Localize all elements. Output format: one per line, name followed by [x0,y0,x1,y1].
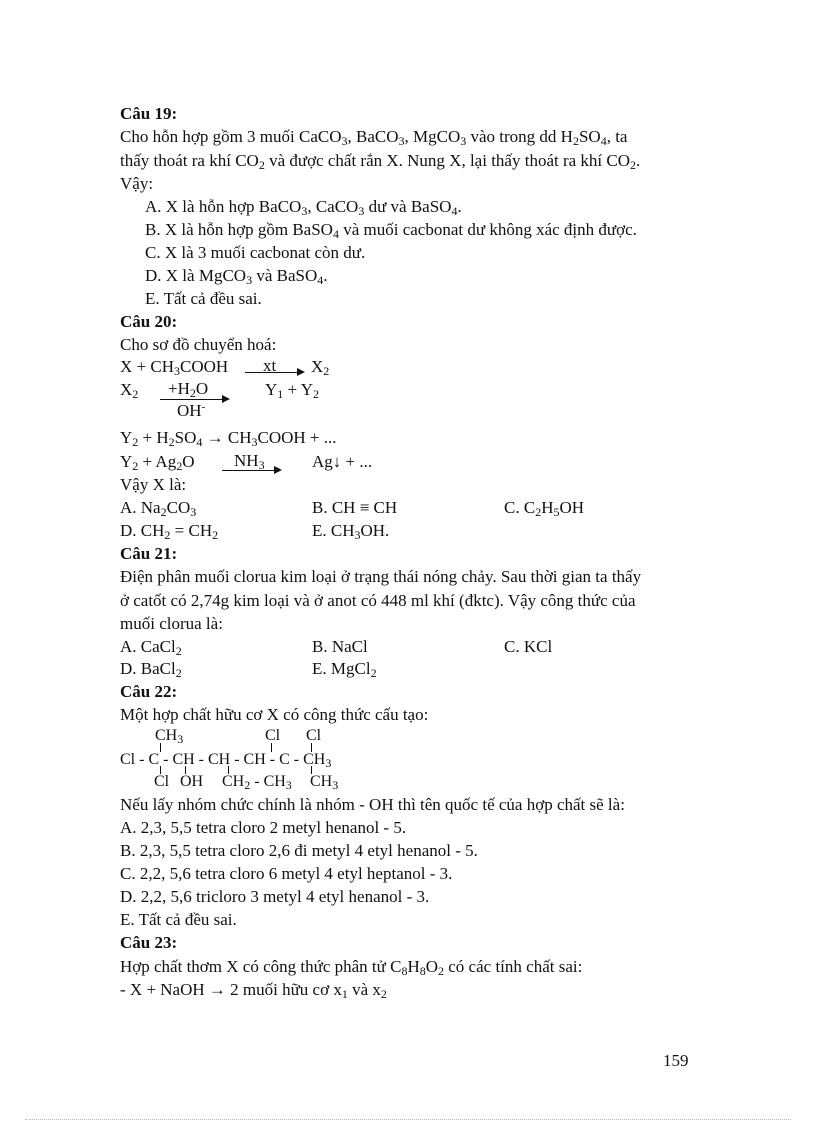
q20-option-d: D. $CH_2 = CH_2$ [120,521,219,542]
q19-title: Câu 19: [120,104,178,123]
q21-line3: muối clorua là: [120,614,223,633]
formula-bottom-ch3: $CH_3$ [310,773,339,792]
q19-option-b: B. X là hỗn hợp gồm BaSO$_4$ và muối cacbonat dư không xác định được. [145,220,637,241]
q20-intro: Cho sơ đồ chuyển hoá: [120,335,277,354]
q23-line2: - X + NaOH → 2 muối hữu cơ $x_1$ và $x_2$ [120,980,387,1001]
q21-title: Câu 21: [120,544,178,563]
q22-title: Câu 22: [120,682,178,701]
q21-option-c: C. KCl [504,637,553,656]
formula-bottom-cl: Cl [154,773,170,790]
q20-reaction2-left: $X_2$ [120,380,139,401]
q23-line1: Hợp chất thơm X có công thức phân tử $C_8H_8O_2$ có các tính chất sai: [120,957,583,978]
q22-option-a: A. 2,3, 5,5 tetra cloro 2 metyl henanol - 5. [120,818,407,837]
q19-option-d: D. X là MgCO$_3$ và BaSO$_4$. [145,266,328,287]
q20-option-e: E. $CH_3OH$. [312,521,390,542]
q19-line2: thấy thoát ra khí $CO_2$ và được chất rắn X. Nung X, lại thấy thoát ra khí $CO_2$. [120,151,641,172]
formula-top-ch3: $CH_3$ [155,727,184,746]
q22-option-b: B. 2,3, 5,5 tetra cloro 2,6 đi metyl 4 etyl henanol - 5. [120,841,478,860]
q20-reaction1-condition: xt [263,356,277,375]
q22-option-e: E. Tất cả đều sai. [120,910,237,929]
page-number: 159 [663,1051,689,1070]
q22-intro: Một hợp chất hữu cơ X có công thức cấu tạo: [120,705,429,724]
q20-reaction4-condition: $NH_3$ [234,451,265,472]
q20-reaction2-arrow [160,399,228,400]
q20-reaction2-products: $Y_1 + Y_2$ [265,380,320,401]
q20-reaction4-left: $Y_2 + Ag_2O$ [120,452,195,473]
q20-option-b: B. CH ≡ CH [312,498,398,517]
q20-reaction1-left: $X + CH_3COOH$ [120,357,229,378]
q21-line2: ở catốt có 2,74g kim loại và ở anot có 448 ml khí (đktc). Vậy công thức của [120,591,636,610]
q19-line3: Vậy: [120,174,154,193]
q21-option-e: E. MgCl$_2$ [312,659,377,680]
q23-title: Câu 23: [120,933,178,952]
q20-reaction1-arrow [245,372,303,373]
q21-line1: Điện phân muối clorua kim loại ở trạng thái nóng chảy. Sau thời gian ta thấy [120,567,642,586]
q21-option-a: A. CaCl$_2$ [120,637,182,658]
q22-question: Nếu lấy nhóm chức chính là nhóm - OH thì tên quốc tế của hợp chất sẽ là: [120,795,625,814]
q20-reaction4-product: Ag↓ + ... [312,452,373,471]
q20-title: Câu 20: [120,312,178,331]
q21-option-d: D. BaCl$_2$ [120,659,182,680]
q19-option-c: C. X là 3 muối cacbonat còn dư. [145,243,366,262]
q19-line1: Cho hỗn hợp gồm 3 muối CaCO$_3$, BaCO$_3$, MgCO$_3$ vào trong dd $H_2SO_4$, ta [120,127,628,148]
q20-question: Vậy X là: [120,475,187,494]
q20-reaction3: $Y_2 + H_2SO_4$ → $CH_3COOH$ + ... [120,428,337,449]
formula-bottom-oh: OH [180,773,204,790]
q19-option-a: A. X là hỗn hợp BaCO$_3$, CaCO$_3$ dư và BaSO$_4$. [145,197,462,218]
q20-option-a: A. $Na_2CO_3$ [120,498,197,519]
q22-option-d: D. 2,2, 5,6 tricloro 3 metyl 4 etyl henanol - 3. [120,887,430,906]
formula-main-chain: Cl - C - CH - CH - CH - C - $CH_3$ [120,751,332,770]
page-bottom-border [25,1119,791,1120]
q21-option-b: B. NaCl [312,637,368,656]
q20-reaction4-arrow [222,470,280,471]
q20-reaction1-product: $X_2$ [311,357,330,378]
q20-reaction2-condition-top: $+H_2O$ [168,379,209,400]
q22-option-c: C. 2,2, 5,6 tetra cloro 6 metyl 4 etyl heptanol - 3. [120,864,453,883]
formula-top-cl2: Cl [306,727,322,744]
formula-bottom-ch2: $CH_2 - CH_3$ [222,773,292,792]
q20-reaction2-condition-bottom: OH- [177,401,206,420]
q20-option-c: C. $C_2H_5OH$ [504,498,585,519]
q19-option-e: E. Tất cả đều sai. [145,289,262,308]
formula-top-cl1: Cl [265,727,281,744]
